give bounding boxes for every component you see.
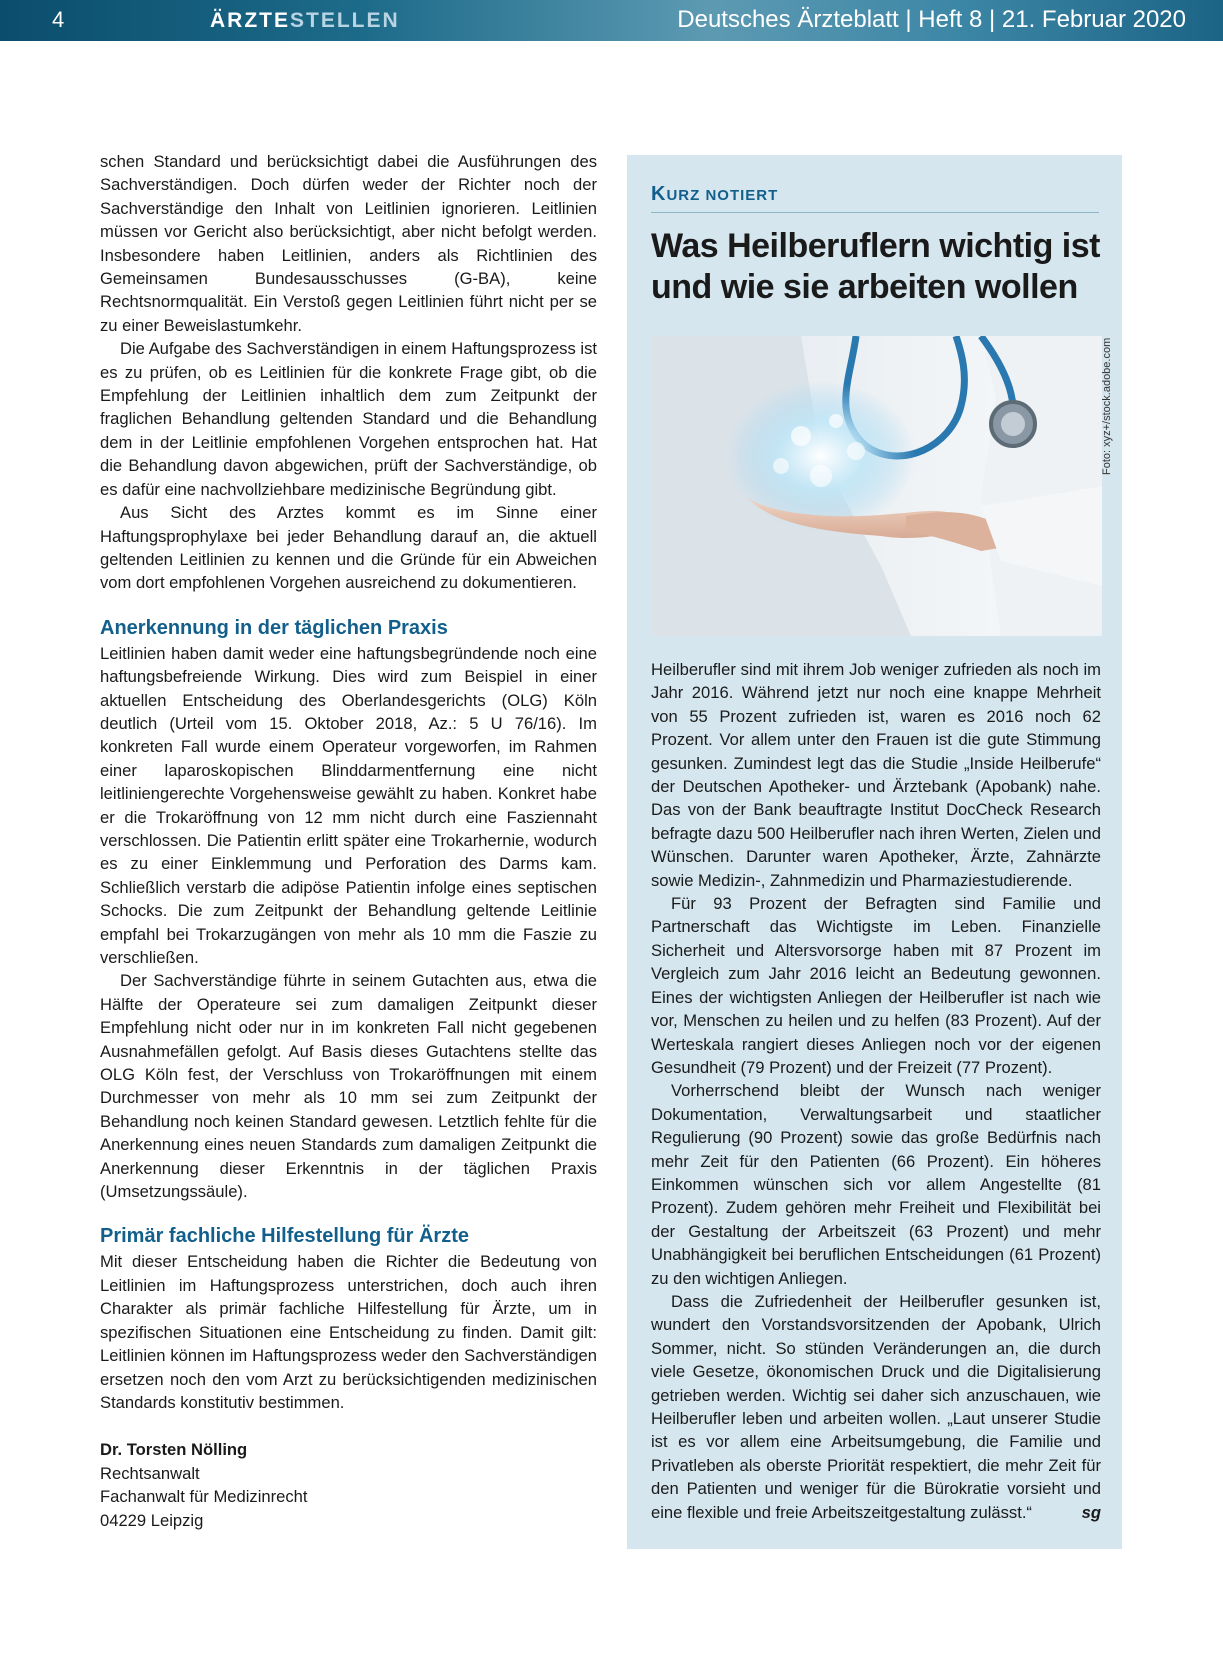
box-title: Was Heilberuflern wichtig ist und wie sie arbeiten wollen (651, 227, 1100, 306)
box-paragraph: Heilberufler sind mit ihrem Job weniger zufrieden als noch im Jahr 2016. Während jetzt nur noch eine knappe Mehrheit von 55 Prozent zufrieden ist, waren es 2016 noch 62 Prozent. Vor allem unter den Frauen ist die gute Stimmung gesunken. Zumindest legt das die Studie „Inside Heilberufe“ der Deutschen Apotheker- und Ärztebank (Apobank) nahe. Das von der Bank beauftragte Institut DocCheck Research befragte dazu 500 Heilberufler nach ihren Werten, Zielen und Wünschen. Darunter waren Apotheker, Ärzte, Zahnärzte sowie Medizin-, Zahnmedizin und Pharmaziestudierende. (651, 660, 1101, 890)
subheading: Primär fachliche Hilfestellung für Ärzte (100, 1225, 469, 1248)
page-number: 4 (52, 7, 65, 32)
sidebar-box (627, 155, 1122, 1549)
header-bar (0, 0, 1223, 41)
section-label (210, 9, 400, 33)
box-divider (651, 212, 1099, 213)
author-block (100, 1438, 597, 1532)
box-paragraph-last (651, 1290, 1101, 1524)
author-location: 04229 Leipzig (100, 1510, 204, 1530)
subheading: Anerkennung in der täglichen Praxis (100, 616, 448, 639)
author-title: Rechtsanwalt (100, 1463, 200, 1483)
box-kicker-initial: K (651, 183, 667, 205)
article-paragraph: Die Aufgabe des Sachverständigen in einem Haftungsprozess ist es zu prüfen, ob es Leitlinien für die konkrete Frage gibt, ob die Empfehlung der Leitlinien inhaltlich dem zum Zeitpunkt der fraglichen Behandlung geltenden Standard und die Behandlung dem in der Leitlinie empfohlenen Vorgehen entsprochen hat. Hat die Behandlung davon abgewichen, prüft der Sachverständige, ob es dafür eine nachvollziehbare medizinische Begründung gibt. (100, 339, 597, 499)
article-paragraph: Mit dieser Entscheidung haben die Richter die Bedeutung von Leitlinien im Haftungsprozess unterstrichen, doch auch ihren Charakter als primär fachliche Hilfestellung für Ärzte, um in spezifischen Situationen eine Entscheidung zu finden. Damit gilt: Leitlinien können im Haftungsprozess weder den Sachverständigen ersetzen noch den vom Arzt zu berücksichtigenden medizinischen Standards konstitutiv bestimmen. (100, 1252, 597, 1412)
section-label-part1: ÄRZTE (210, 9, 290, 32)
box-paragraph: Vorherrschend bleibt der Wunsch nach weniger Dokumentation, Verwaltungsarbeit und staatlicher Regulierung (90 Prozent) sowie das große Bedürfnis nach mehr Zeit für den Patienten (66 Prozent). Ein höheres Einkommen wünschen sich vor allem Angestellte (81 Prozent). Zudem gehören mehr Freiheit und Flexibilität bei der Gestaltung der Arbeitszeit (63 Prozent) und mehr Unabhängigkeit bei beruflichen Entscheidungen (61 Prozent) zu den wichtigen Anliegen. (651, 1081, 1101, 1288)
main-article-column (100, 150, 597, 1532)
box-text (651, 658, 1101, 1524)
author-name: Dr. Torsten Nölling (100, 1440, 248, 1460)
photo-credit: Foto: xyz+/stock.adobe.com (1101, 337, 1113, 475)
doctor-hands-photo (651, 336, 1102, 636)
box-kicker (651, 183, 778, 206)
journal-issue: Deutsches Ärzteblatt | Heft 8 | 21. Februar 2020 (677, 6, 1186, 33)
photo-illustration (651, 336, 1102, 636)
article-paragraph: Leitlinien haben damit weder eine haftungsbegründende noch eine haftungsbefreiende Wirkung. Dies wird zum Beispiel in einer aktuellen Entscheidung des Oberlandesgerichts (OLG) Köln deutlich (Urteil vom 15. Oktober 2018, Az.: 5 U 76/16). Im konkreten Fall wurde einem Operateur vorgeworfen, im Rahmen einer laparoskopischen Blinddarmentfernung eine nicht leitliniengerechte Vorgehensweise gewählt zu haben. Konkret habe er die Trokaröffnung von 12 mm nicht durch eine Fasziennaht verschlossen. Die Patientin erlitt später eine Trokarhernie, wodurch es zu einer Einklemmung und Perforation des Darms kam. Schließlich verstarb die adipöse Patientin infolge eines septischen Schocks. Die zum Zeitpunkt der Behandlung geltende Leitlinie empfahl bei Trokarzugängen von mehr als 10 mm die Faszie zu verschließen. (100, 643, 597, 967)
box-paragraph-text: Dass die Zufriedenheit der Heilberufler gesunken ist, wundert den Vorstandsvorsitzenden der Apobank, Ulrich Sommer, nicht. So stünden Veränderungen an, die durch viele Gesetze, ökonomischen Druck und die Digitalisierung getrieben werden. Wichtig sei daher sich anzuschauen, wie Heilberufler leben und arbeiten wollen. „Laut unserer Studie ist es vor allem eine Arbeitsumgebung, die Familie und Privatleben als oberste Priorität respektiert, die mehr Zeit für den Patienten und weniger für die Bürokratie vorsieht und eine flexible und freie Arbeitszeitgestaltung zulässt.“ (651, 1291, 1101, 1522)
article-paragraph: Der Sachverständige führte in seinem Gutachten aus, etwa die Hälfte der Operateure sei zum damaligen Zeitpunkt dieser Empfehlung nicht oder nur in im konkreten Fall nicht gegebenen Ausnahmefällen gefolgt. Auf Basis dieses Gutachtens stellte das OLG Köln fest, der Verschluss von Trokaröffnungen mit einem Durchmesser von mehr als 10 mm sei zum Zeitpunkt der Behandlung noch keinen Standard gewesen. Letztlich fehlte für die Anerkennung eines neuen Standards zum damaligen Zeitpunkt die Anerkennung dieser Erkenntnis in der täglichen Praxis (Umsetzungssäule). (100, 971, 597, 1202)
box-kicker-rest: URZ NOTIERT (666, 187, 779, 204)
box-paragraph: Für 93 Prozent der Befragten sind Familie und Partnerschaft das Wichtigste im Leben. Finanzielle Sicherheit und Altersvorsorge haben mit 87 Prozent im Vergleich zum Jahr 2016 leicht an Bedeutung gewonnen. Eines der wichtigsten Anliegen der Heilberufler ist nach wie vor, Menschen zu heilen und zu helfen (83 Prozent). Auf der Werteskala rangiert dieses Anliegen noch vor der eigenen Gesundheit (79 Prozent) und der Freizeit (77 Prozent). (651, 894, 1101, 1077)
author-initials: sg (1081, 1502, 1101, 1522)
section-label-part2: STELLEN (290, 9, 400, 32)
article-paragraph: schen Standard und berücksichtigt dabei die Ausführungen des Sachverständigen. Doch dürfen weder der Richter noch der Sachverständige den Inhalt von Leitlinien ignorieren. Leitlinien müssen vor Gericht also berücksichtigt, aber nicht befolgt werden. Insbesondere haben Leitlinien, anders als Richtlinien des Gemeinsamen Bundesausschusses (G-BA), keine Rechtsnormqualität. Ein Verstoß gegen Leitlinien führt nicht per se zu einer Beweislastumkehr. (100, 152, 597, 335)
author-specialty: Fachanwalt für Medizinrecht (100, 1487, 308, 1507)
article-paragraph: Aus Sicht des Arztes kommt es im Sinne einer Haftungsprophylaxe bei jeder Behandlung darauf an, die aktuell geltenden Leitlinien zu kennen und die Gründe für ein Abweichen vom dort empfohlenen Vorgehen ausreichend zu dokumentieren. (100, 503, 597, 593)
